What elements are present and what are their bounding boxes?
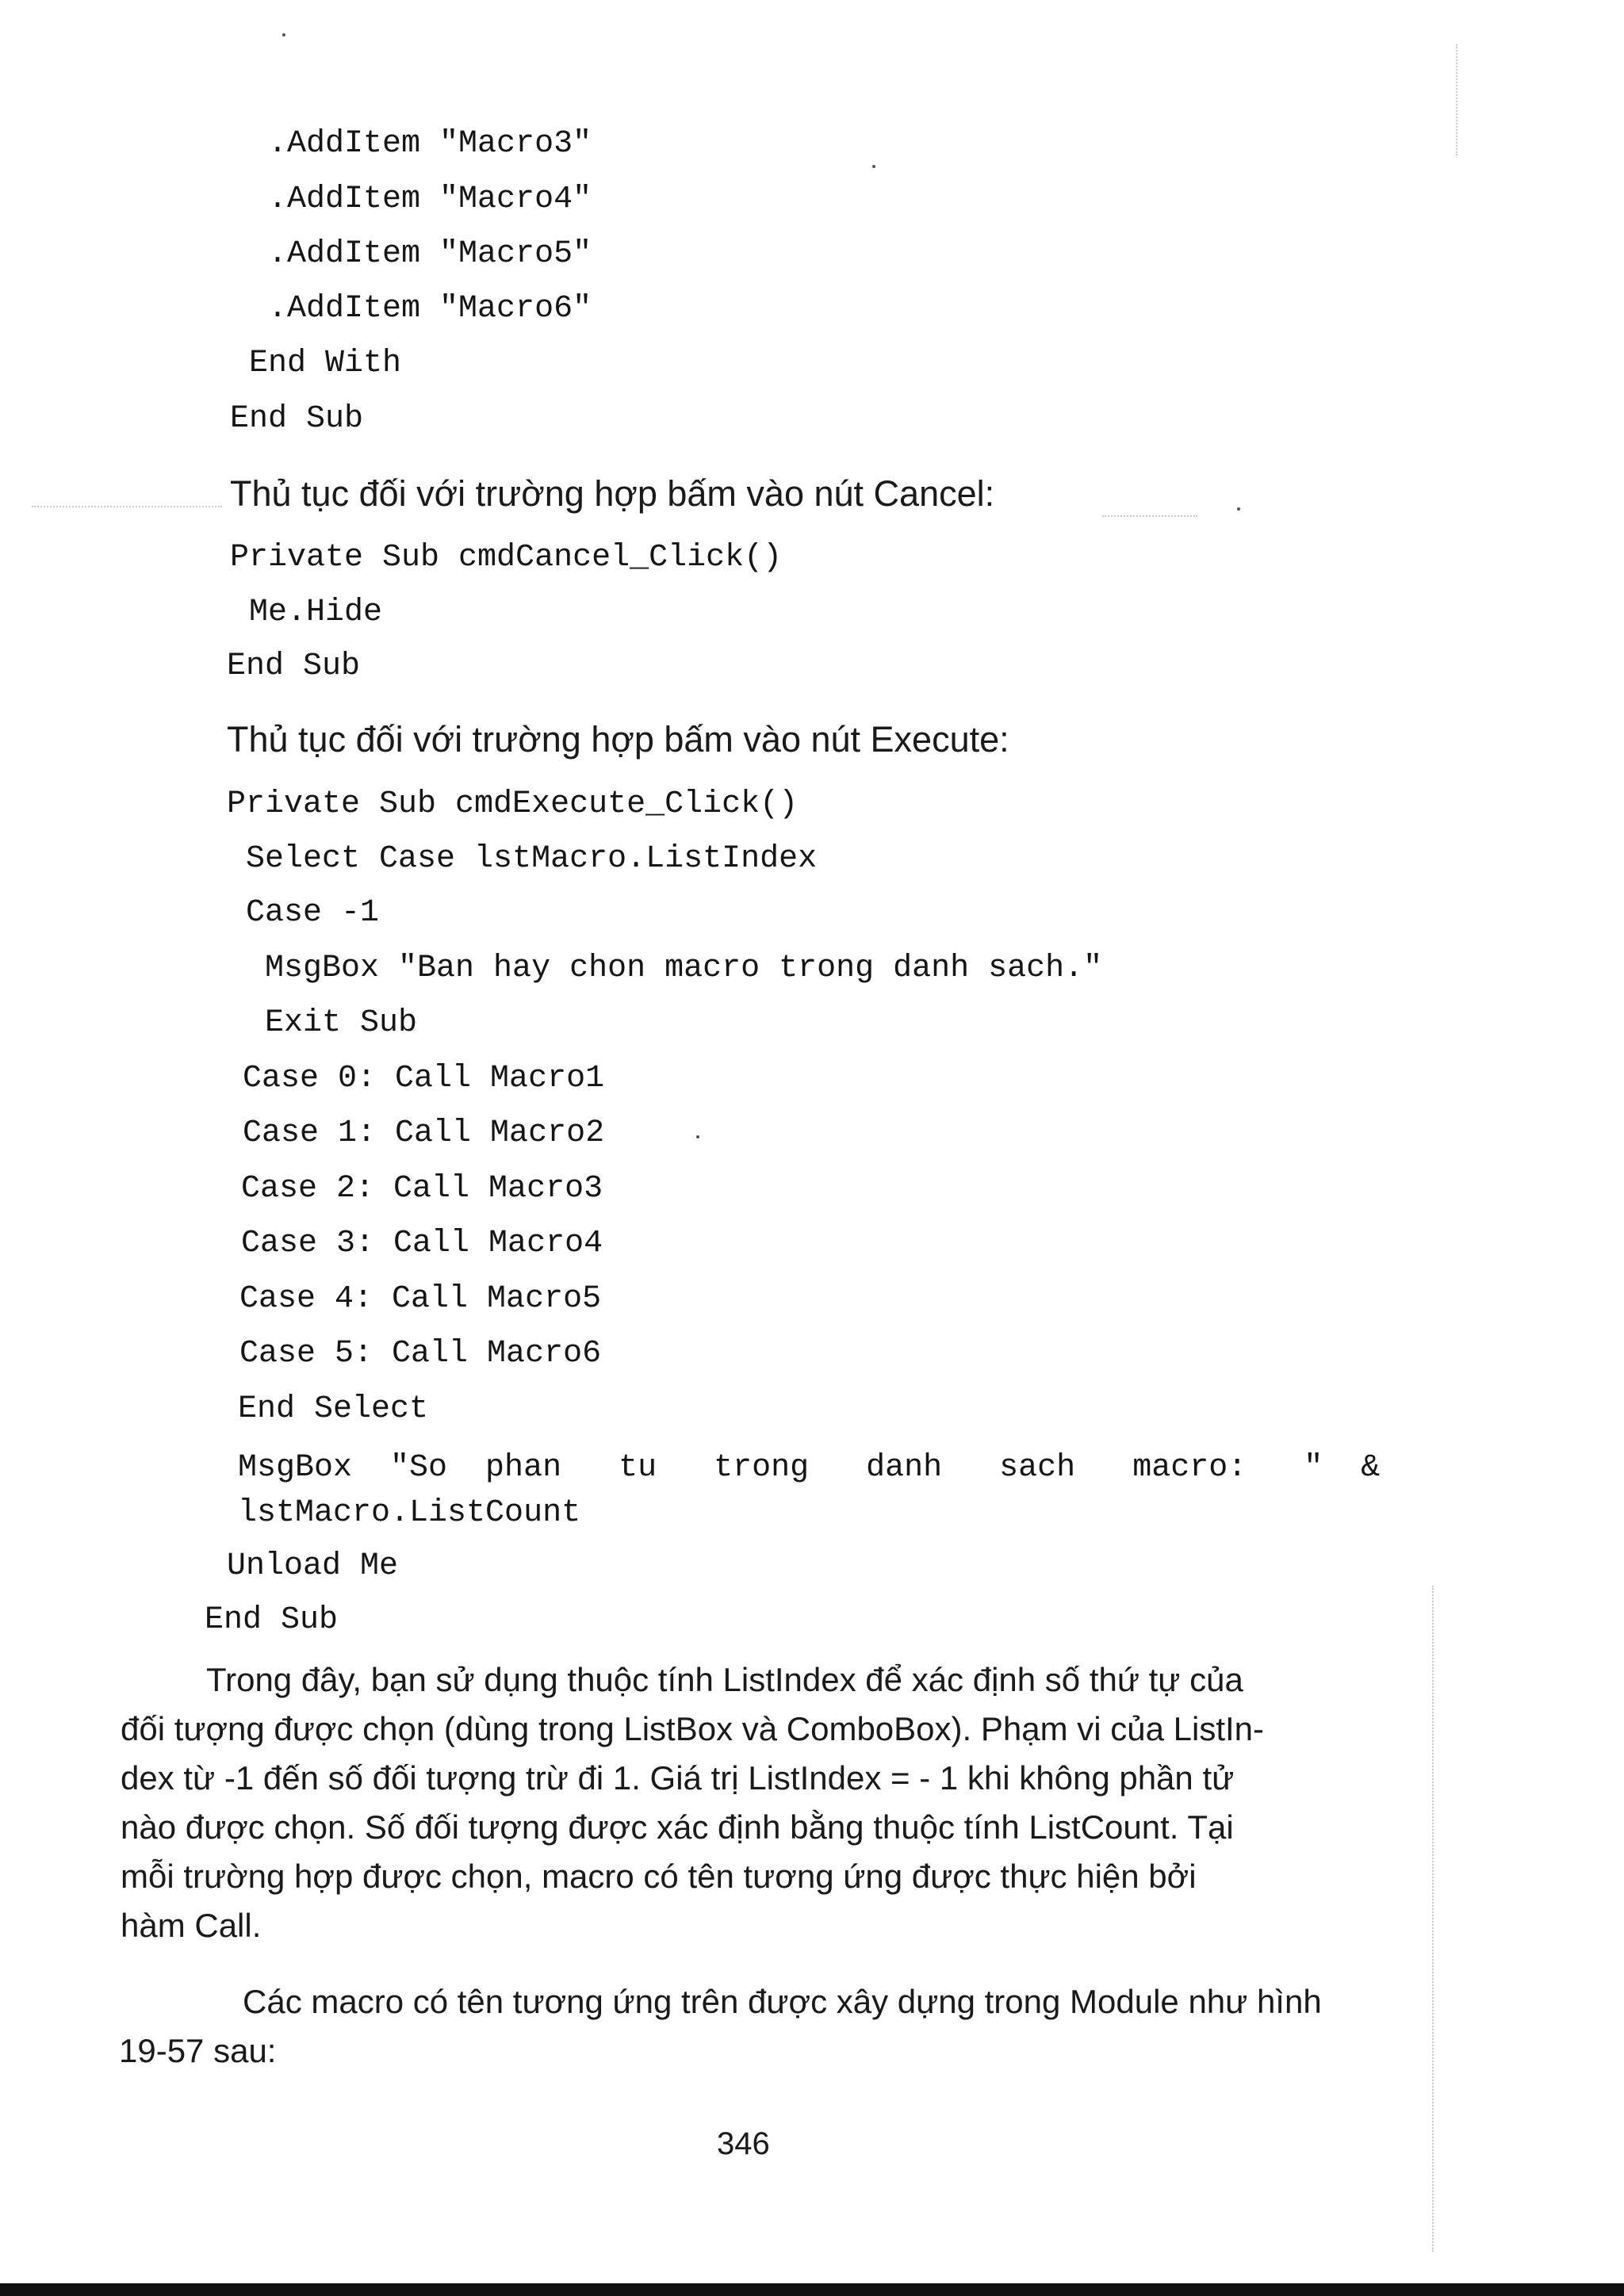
scan-speck [1237, 507, 1240, 511]
paragraph-line: nào được chọn. Số đối tượng được xác định bằng thuộc tính ListCount. Tại [121, 1808, 1234, 1846]
paragraph-line: Các macro có tên tương ứng trên được xây dựng trong Module như hình [243, 1983, 1322, 2020]
code-line: Case 0: Call Macro1 [224, 1061, 605, 1096]
code-line: .AddItem "Macro5" [230, 236, 592, 272]
scan-speck [696, 1135, 699, 1138]
code-line: Select Case lstMacro.ListIndex [227, 841, 818, 877]
paragraph-line: 19-57 sau: [119, 2032, 277, 2069]
code-line: MsgBox "So phan tu trong danh sach macro: " & [219, 1450, 1381, 1486]
scan-artifact [1102, 515, 1197, 517]
paragraph-line: dex từ -1 đến số đối tượng trừ đi 1. Giá trị ListIndex = - 1 khi không phần tử [121, 1759, 1235, 1797]
code-line: Exit Sub [227, 1005, 418, 1041]
code-line: Me.Hide [230, 595, 383, 630]
paragraph-line: mỗi trường hợp được chọn, macro có tên tương ứng được thực hiện bởi [121, 1858, 1197, 1895]
scan-artifact [1432, 1586, 1434, 2252]
code-line: Private Sub cmdExecute_Click() [227, 786, 799, 822]
page-number: 346 [717, 2126, 770, 2161]
paragraph-line: đối tượng được chọn (dùng trong ListBox và ComboBox). Phạm vi của ListIn- [121, 1710, 1265, 1747]
code-line: Case 4: Call Macro5 [220, 1281, 602, 1317]
code-line: .AddItem "Macro3" [230, 126, 592, 162]
scan-artifact [32, 506, 222, 507]
code-line: Private Sub cmdCancel_Click() [230, 540, 783, 576]
code-line: Case -1 [227, 895, 380, 931]
paragraph-line: Trong đây, bạn sử dụng thuộc tính ListIndex để xác định số thứ tự của [206, 1661, 1243, 1698]
module-paragraph [119, 1985, 1388, 2088]
scan-speck [872, 165, 875, 168]
heading-execute: Thủ tục đối với trường hợp bấm vào nút Execute: [227, 719, 1009, 760]
code-line: Case 3: Call Macro4 [222, 1226, 603, 1261]
code-line: Case 5: Call Macro6 [220, 1336, 602, 1372]
code-line: End Sub [205, 1602, 339, 1638]
code-line: End Sub [227, 649, 361, 684]
code-line: MsgBox "Ban hay chon macro trong danh sach." [227, 951, 1103, 986]
code-line: End Select [219, 1391, 429, 1427]
scan-border [0, 2283, 1624, 2296]
scan-speck [282, 33, 285, 36]
code-line: .AddItem "Macro4" [230, 182, 592, 217]
heading-cancel: Thủ tục đối với trường hợp bấm vào nút Cancel: [230, 473, 995, 514]
code-line: Unload Me [208, 1548, 399, 1584]
code-line: End With [230, 346, 402, 381]
explanation-paragraph [121, 1663, 1389, 1965]
code-line: .AddItem "Macro6" [230, 291, 592, 327]
code-line: End Sub [230, 401, 364, 437]
code-line: Case 2: Call Macro3 [222, 1171, 603, 1207]
paragraph-line: hàm Call. [121, 1907, 262, 1944]
scan-artifact [1456, 44, 1457, 155]
code-line: Case 1: Call Macro2 [224, 1115, 605, 1151]
code-line: lstMacro.ListCount [219, 1495, 581, 1531]
